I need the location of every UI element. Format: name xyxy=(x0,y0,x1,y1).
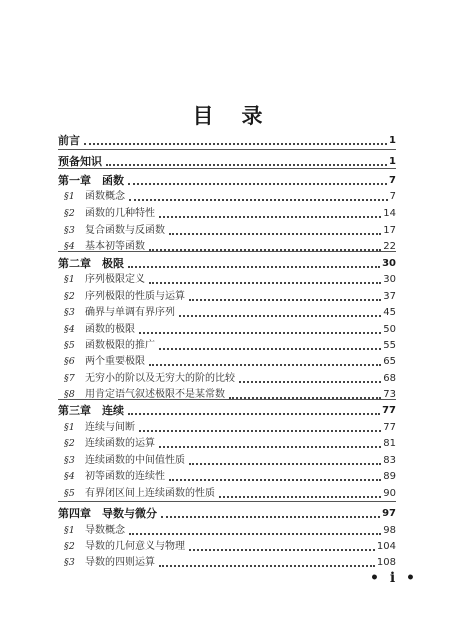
dot-leader xyxy=(106,158,387,166)
entry-title: 连续与间断 xyxy=(85,422,135,433)
dot-leader xyxy=(129,527,381,535)
page-number: 37 xyxy=(383,291,396,302)
section-number: §4 xyxy=(64,471,75,482)
page-number: 108 xyxy=(376,557,396,568)
page-number: 7 xyxy=(389,191,396,202)
toc-section-entry[interactable] xyxy=(64,470,396,484)
toc-section-entry[interactable] xyxy=(64,540,396,554)
toc-section-entry[interactable] xyxy=(64,487,396,501)
toc-section-entry[interactable] xyxy=(64,290,396,304)
entry-title: 函数的极限 xyxy=(85,324,135,335)
entry-title: 序列极限定义 xyxy=(85,274,145,285)
entry-title: 前言 xyxy=(58,134,80,147)
entry-title: 有界闭区间上连续函数的性质 xyxy=(85,488,215,499)
page-number: 73 xyxy=(383,389,396,400)
section-number: §3 xyxy=(64,557,75,568)
dot-leader xyxy=(169,227,381,235)
entry-title: 函数概念 xyxy=(85,191,125,202)
entry-title: 导数的几何意义与物理 xyxy=(85,541,185,552)
toc-chapter-entry[interactable] xyxy=(58,507,396,521)
section-number: §4 xyxy=(64,241,75,252)
entry-title: 导数的四则运算 xyxy=(85,557,155,568)
toc-section-entry[interactable] xyxy=(64,556,396,570)
dot-leader xyxy=(84,137,387,145)
entry-title: 函数的几种特性 xyxy=(85,208,155,219)
toc-divider xyxy=(58,501,396,502)
toc-section-entry[interactable] xyxy=(64,454,396,468)
dot-leader xyxy=(149,276,381,284)
page-number: 98 xyxy=(383,525,396,536)
entry-title: 第二章 极限 xyxy=(58,257,124,270)
dot-leader xyxy=(149,358,381,366)
toc-section-entry[interactable] xyxy=(64,339,396,353)
entry-title: 第一章 函数 xyxy=(58,174,124,187)
dot-leader xyxy=(139,424,381,432)
dot-leader xyxy=(159,440,381,448)
toc-section-entry[interactable] xyxy=(64,372,396,386)
entry-title: 第四章 导数与微分 xyxy=(58,507,157,520)
toc-section-entry[interactable] xyxy=(64,355,396,369)
entry-title: 基本初等函数 xyxy=(85,241,145,252)
toc-section-entry[interactable] xyxy=(64,388,396,402)
page-number: 50 xyxy=(383,324,396,335)
toc-section-entry[interactable] xyxy=(64,224,396,238)
toc-chapter-entry[interactable] xyxy=(58,174,396,188)
dot-leader xyxy=(128,260,380,268)
page-number: 30 xyxy=(383,274,396,285)
section-number: §1 xyxy=(64,422,75,433)
toc-section-entry[interactable] xyxy=(64,437,396,451)
toc-chapter-entry[interactable] xyxy=(58,404,396,418)
toc-section-entry[interactable] xyxy=(64,240,396,254)
page-number: 1 xyxy=(389,156,396,167)
dot-leader xyxy=(189,293,381,301)
dot-leader xyxy=(169,473,381,481)
page-number: 77 xyxy=(383,422,396,433)
dot-leader xyxy=(179,309,381,317)
section-number: §3 xyxy=(64,307,75,318)
entry-title: 连续函数的中间值性质 xyxy=(85,455,185,466)
section-number: §2 xyxy=(64,291,75,302)
toc-section-entry[interactable] xyxy=(64,273,396,287)
page-number: 45 xyxy=(383,307,396,318)
entry-title: 复合函数与反函数 xyxy=(85,225,165,236)
entry-title: 序列极限的性质与运算 xyxy=(85,291,185,302)
page-number: 14 xyxy=(383,208,396,219)
entry-title: 初等函数的连续性 xyxy=(85,471,165,482)
section-number: §8 xyxy=(64,389,75,400)
entry-title: 两个重要极限 xyxy=(85,356,145,367)
dot-leader xyxy=(159,210,381,218)
dot-leader xyxy=(159,342,381,350)
toc-entry[interactable] xyxy=(58,155,396,169)
entry-title: 确界与单调有界序列 xyxy=(85,307,175,318)
section-number: §1 xyxy=(64,191,75,202)
section-number: §3 xyxy=(64,455,75,466)
dot-leader xyxy=(139,326,381,334)
toc-section-entry[interactable] xyxy=(64,323,396,337)
section-number: §7 xyxy=(64,373,75,384)
toc-section-entry[interactable] xyxy=(64,421,396,435)
page-number: 104 xyxy=(376,541,396,552)
dot-leader xyxy=(128,407,380,415)
dot-leader xyxy=(161,510,380,518)
page-number: 77 xyxy=(382,405,396,416)
entry-title: 连续函数的运算 xyxy=(85,438,155,449)
page-number: 81 xyxy=(383,438,396,449)
entry-title: 无穷小的阶以及无穷大的阶的比较 xyxy=(85,373,235,384)
dot-leader xyxy=(189,543,375,551)
section-number: §3 xyxy=(64,225,75,236)
entry-title: 导数概念 xyxy=(85,525,125,536)
page-number: 65 xyxy=(383,356,396,367)
dot-leader xyxy=(189,457,381,465)
page-title: 目录 xyxy=(192,104,291,128)
section-number: §2 xyxy=(64,541,75,552)
entry-title: 函数极限的推广 xyxy=(85,340,155,351)
page-number: 1 xyxy=(389,135,396,146)
section-number: §2 xyxy=(64,438,75,449)
entry-title: 预备知识 xyxy=(58,155,102,168)
section-number: §1 xyxy=(64,274,75,285)
page-number: 68 xyxy=(383,373,396,384)
section-number: §5 xyxy=(64,340,75,351)
section-number: §5 xyxy=(64,488,75,499)
toc-section-entry[interactable] xyxy=(64,207,396,221)
section-number: §6 xyxy=(64,356,75,367)
toc-section-entry[interactable] xyxy=(64,306,396,320)
page-folio: • i • xyxy=(370,570,418,586)
toc-section-entry[interactable] xyxy=(64,524,396,538)
page-number: 90 xyxy=(383,488,396,499)
section-number: §4 xyxy=(64,324,75,335)
dot-leader xyxy=(229,391,381,399)
toc-chapter-entry[interactable] xyxy=(58,257,396,271)
page-number: 55 xyxy=(383,340,396,351)
dot-leader xyxy=(128,177,387,185)
entry-title: 用肯定语气叙述极限不是某常数 xyxy=(85,389,225,400)
toc-entry[interactable] xyxy=(58,134,396,148)
section-number: §1 xyxy=(64,525,75,536)
toc-divider xyxy=(58,149,396,150)
page-number: 30 xyxy=(382,258,396,269)
dot-leader xyxy=(219,490,381,498)
page-number: 97 xyxy=(382,508,396,519)
dot-leader xyxy=(149,243,381,251)
section-number: §2 xyxy=(64,208,75,219)
toc-section-entry[interactable] xyxy=(64,190,396,204)
page-number: 22 xyxy=(383,241,396,252)
page-number: 83 xyxy=(383,455,396,466)
page-number: 89 xyxy=(383,471,396,482)
page-number: 17 xyxy=(383,225,396,236)
entry-title: 第三章 连续 xyxy=(58,404,124,417)
page-number: 7 xyxy=(389,175,396,186)
dot-leader xyxy=(239,375,381,383)
dot-leader xyxy=(129,193,388,201)
dot-leader xyxy=(159,559,375,567)
